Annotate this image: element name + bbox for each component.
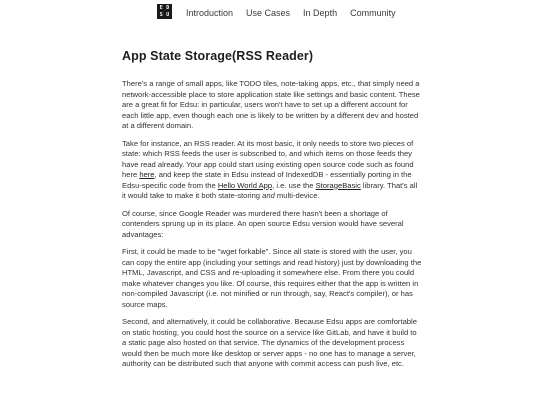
logo-letter-s: S bbox=[159, 11, 163, 18]
nav-links bbox=[186, 8, 409, 18]
link-storage-basic[interactable]: StorageBasic bbox=[315, 180, 361, 190]
top-navigation bbox=[0, 0, 540, 30]
p2-text-1: Take for instance, an RSS reader. At its most basic, it only needs to store two pieces of state: which RSS feeds the user is subscribed to, and which items on those feeds they have read already. Your app could start using existing open source code such as found here bbox=[122, 138, 414, 179]
link-hello-world-app[interactable]: Hello World App bbox=[217, 180, 273, 190]
nav-link-use-cases[interactable]: Use Cases bbox=[246, 8, 291, 18]
nav-link-introduction[interactable]: Introduction bbox=[186, 8, 234, 18]
p2-text-3: , i.e. use the bbox=[272, 180, 316, 190]
edsu-logo[interactable] bbox=[157, 4, 172, 19]
paragraph-rss-example bbox=[122, 139, 422, 202]
link-here[interactable]: here bbox=[139, 170, 155, 179]
p2-text-5: multi-device. bbox=[274, 191, 320, 200]
nav-link-in-depth[interactable]: In Depth bbox=[303, 8, 338, 18]
paragraph-collaborative: Second, and alternatively, it could be collaborative. Because Edsu apps are comfortable on static hosting, you could host the source on a service like GitLab, and have it build to a static page also hosted on that service. The dynamics of the development process would then be much more like desktop or server apps - no one has to manage a server, authority can be distributed such that anyone with commit access can push live, etc. bbox=[122, 317, 417, 368]
paragraph-wget-forkable: First, it could be made to be "wget forkable". Since all state is stored with the user, you can copy the entire app (including your settings and read history) just by downloading the HTML, Javascript, and CSS and re-uploading it somewhere else. From there you could make whatever changes you like. Of course, this requires either that the app is written in non-compiled Javascript (i.e. not minified or run through, say, React's compiler), or has source maps. bbox=[122, 247, 422, 309]
nav-link-community[interactable]: Community bbox=[350, 8, 396, 18]
logo-letter-e: E bbox=[159, 5, 163, 11]
logo-letter-u: U bbox=[166, 11, 170, 18]
emphasis-and: and bbox=[262, 191, 275, 200]
paragraph-intro: There's a range of small apps, like TODO tiles, note-taking apps, etc., that simply need a network-accessible place to store application state like settings and basic content. These are a great fit for Edsu: in particular, users won't have to set up a different account for each little app, even though each one is likely to be written by a different dev and hosted at a different domain. bbox=[122, 79, 420, 130]
page-title: App State Storage(RSS Reader) bbox=[122, 49, 314, 63]
article bbox=[122, 49, 422, 377]
paragraph-google-reader: Of course, since Google Reader was murdered there hasn't been a shortage of contenders sprung up in its place. An open source Edsu version would have several advantages: bbox=[122, 208, 404, 239]
logo-letter-d: D bbox=[166, 5, 170, 11]
p2-text-2: , and keep the state in Edsu instead of IndexedDB - essentially porting in the Edsu-specific code from the bbox=[122, 170, 412, 190]
p2-text-4: library. That's all it would take to make it both state-storing bbox=[122, 180, 418, 200]
